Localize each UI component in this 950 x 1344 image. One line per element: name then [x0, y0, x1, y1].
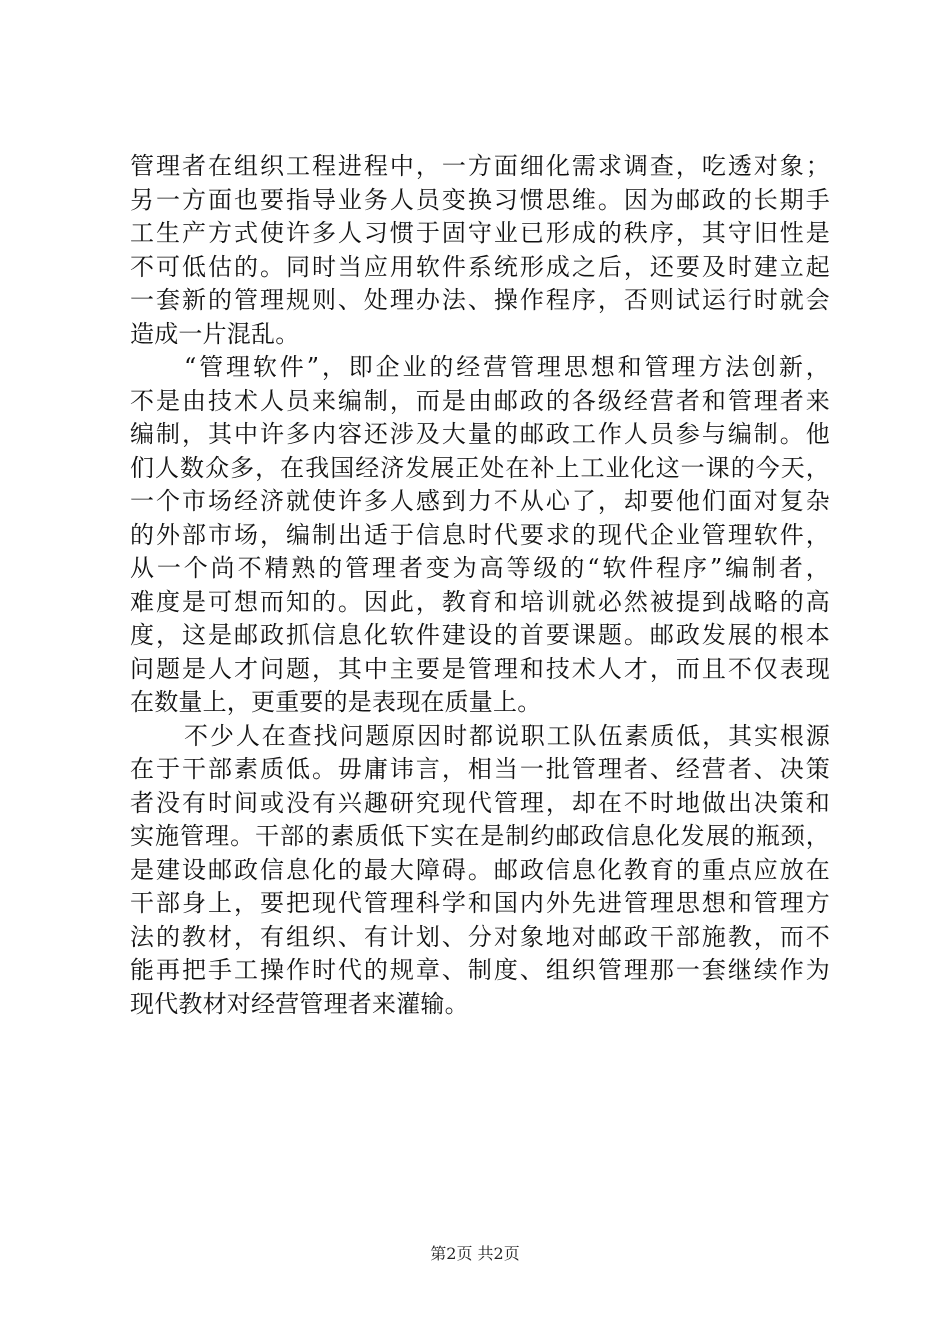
text-line: 一套新的管理规则、处理办法、操作程序，否则试运行时就会	[130, 286, 830, 314]
page-footer	[0, 1243, 950, 1265]
text-line: 不少人在查找问题原因时都说职工队伍素质低，其实根源	[184, 721, 830, 750]
text-line: 问题是人才问题，其中主要是管理和技术人才，而且不仅表现	[130, 654, 830, 683]
text-line: 现代教材对经营管理者来灌输。	[130, 989, 469, 1018]
text-line: “管理软件”，即企业的经营管理思想和管理方法创新，	[184, 353, 830, 381]
text-line: 另一方面也要指导业务人员变换习惯思维。因为邮政的长期手	[130, 185, 830, 214]
text-line: 管理者在组织工程进程中，一方面细化需求调查，吃透对象；	[130, 152, 830, 180]
text-line: 实施管理。干部的素质低下实在是制约邮政信息化发展的瓶颈，	[130, 822, 830, 850]
text-line: 工生产方式使许多人习惯于固守业已形成的秩序，其守旧性是	[130, 219, 830, 247]
text-line: 不是由技术人员来编制，而是由邮政的各级经营者和管理者来	[130, 386, 830, 415]
paragraph-1	[130, 150, 830, 351]
text-line: 难度是可想而知的。因此，教育和培训就必然被提到战略的高	[130, 587, 830, 616]
text-line: 从一个尚不精熟的管理者变为高等级的“软件程序”编制者，	[130, 554, 830, 582]
paragraph-3	[130, 720, 830, 1022]
page-number-label: 第2页 共2页	[430, 1244, 520, 1263]
text-line: 造成一片混乱。	[130, 319, 300, 348]
text-line: 是建设邮政信息化的最大障碍。邮政信息化教育的重点应放在	[130, 855, 830, 884]
text-line: 们人数众多，在我国经济发展正处在补上工业化这一课的今天，	[130, 453, 830, 482]
text-line: 编制，其中许多内容还涉及大量的邮政工作人员参与编制。他	[130, 420, 830, 448]
paragraph-2	[130, 351, 830, 720]
text-line: 不可低估的。同时当应用软件系统形成之后，还要及时建立起	[130, 252, 830, 281]
text-line: 在于干部素质低。毋庸讳言，相当一批管理者、经营者、决策	[130, 755, 830, 783]
text-line: 的外部市场，编制出适于信息时代要求的现代企业管理软件，	[130, 520, 830, 549]
text-line: 者没有时间或没有兴趣研究现代管理，却在不时地做出决策和	[130, 788, 830, 817]
text-line: 法的教材，有组织、有计划、分对象地对邮政干部施教，而不	[130, 922, 830, 951]
text-line: 干部身上，要把现代管理科学和国内外先进管理思想和管理方	[130, 889, 830, 917]
document-body	[130, 150, 830, 1021]
text-line: 一个市场经济就使许多人感到力不从心了，却要他们面对复杂	[130, 487, 830, 515]
text-line: 在数量上，更重要的是表现在质量上。	[130, 688, 542, 716]
text-line: 能再把手工操作时代的规章、制度、组织管理那一套继续作为	[130, 956, 830, 984]
text-line: 度，这是邮政抓信息化软件建设的首要课题。邮政发展的根本	[130, 621, 830, 649]
